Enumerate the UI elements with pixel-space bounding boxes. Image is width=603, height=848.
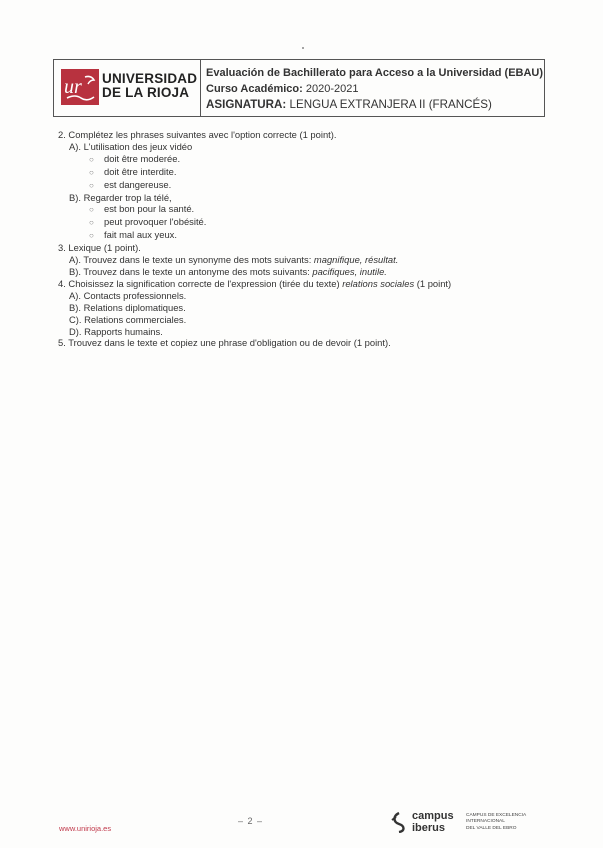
university-name-line2: DE LA RIOJA: [102, 85, 190, 100]
scan-speck: [302, 47, 304, 49]
subject-value: LENGUA EXTRANJERA II (FRANCÉS): [289, 98, 492, 111]
question-2a-option: ○ doit être interdite.: [89, 165, 177, 177]
circle-option-icon: ○: [89, 218, 94, 228]
question-3b-words: pacifiques, inutile.: [312, 265, 387, 277]
question-2a-option: ○ doit être moderée.: [89, 152, 181, 164]
unirioja-logo-icon: [61, 69, 99, 105]
question-3-title: 3. Lexique (1 point).: [58, 242, 141, 254]
question-2a-label: A). L'utilisation des jeux vidéo: [69, 140, 193, 152]
question-2-title: 2. Complétez les phrases suivantes avec l'option correcte (1 point).: [58, 129, 337, 140]
question-2a-option: ○ est dangereuse.: [89, 178, 172, 190]
campus-word-line2: iberus: [412, 822, 446, 834]
university-name-line1: UNIVERSIDAD: [102, 71, 198, 86]
question-4-expression: relations sociales: [342, 277, 415, 289]
question-3b: B). Trouvez dans le texte un antonyme des mots suivants: pacifiques, inutile.: [69, 265, 387, 277]
subject-label: ASIGNATURA:: [206, 98, 287, 111]
question-2b-label: B). Regarder trop la télé,: [69, 191, 172, 203]
university-name: [102, 72, 197, 100]
exam-info: [206, 66, 543, 113]
question-2b-option: ○ est bon pour la santé.: [89, 203, 195, 215]
exam-questions: [58, 129, 558, 349]
page-number: – 2 –: [238, 816, 264, 826]
exam-title: Evaluación de Bachillerato para Acceso a la Universidad (EBAU): [206, 67, 544, 79]
question-3a: A). Trouvez dans le texte un synonyme des mots suivants: magnifique, résultat.: [69, 254, 399, 266]
question-4-option: D). Rapports humains.: [69, 325, 163, 337]
campus-word-line1: campus: [412, 810, 454, 822]
course-label: Curso Académico:: [206, 82, 303, 95]
university-logo: [54, 60, 201, 116]
circle-option-icon: ○: [89, 180, 94, 190]
question-4-option: A). Contacts professionnels.: [69, 289, 187, 301]
campus-iberus-icon: [389, 811, 409, 833]
course-value: 2020-2021: [305, 82, 359, 95]
question-2b-option: ○ peut provoquer l'obésité.: [89, 216, 207, 228]
course-line: [206, 82, 543, 98]
campus-iberus-wordmark: [412, 810, 454, 834]
circle-option-icon: ○: [89, 167, 94, 177]
question-4-option: B). Relations diplomatiques.: [69, 301, 186, 313]
question-5-title: 5. Trouvez dans le texte et copiez une phrase d'obligation ou de devoir (1 point).: [58, 337, 391, 349]
question-3a-words: magnifique, résultat.: [313, 254, 399, 266]
campus-description: CAMPUS DE EXCELENCIA INTERNACIONAL DEL VALLE DEL EBRO: [466, 813, 527, 831]
subject-line: [206, 97, 543, 113]
svg-text:ur: ur: [64, 76, 82, 98]
footer-url[interactable]: www.unirioja.es: [59, 824, 112, 833]
circle-option-icon: ○: [89, 154, 94, 164]
question-4-option: C). Relations commerciales.: [69, 313, 187, 325]
circle-option-icon: ○: [89, 231, 94, 241]
question-2b-option: ○ fait mal aux yeux.: [89, 229, 177, 241]
exam-header: [53, 59, 545, 117]
circle-option-icon: ○: [89, 205, 94, 215]
question-4-title: 4. Choisissez la signification correcte de l'expression (tirée du texte) relations sociales (1 point): [58, 277, 452, 289]
